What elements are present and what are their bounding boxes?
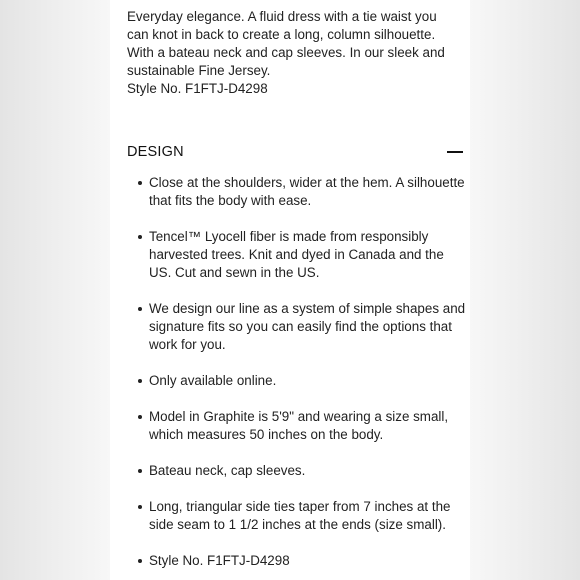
background-right: [470, 0, 580, 580]
design-bullet: Model in Graphite is 5'9" and wearing a size small, which measures 50 inches on the body.: [149, 408, 467, 444]
design-bullet: We design our line as a system of simple shapes and signature fits so you can easily find the options that work for you.: [149, 301, 466, 352]
design-bullet-list: [149, 174, 467, 580]
design-section-title: DESIGN: [127, 144, 184, 160]
design-bullet: Only available online.: [149, 372, 467, 390]
background-left: [0, 0, 110, 580]
style-number: Style No. F1FTJ-D4298: [127, 81, 268, 96]
design-bullet: Tencel™ Lyocell fiber is made from responsibly harvested trees. Knit and dyed in Canada and the US. Cut and sewn in the US.: [149, 228, 467, 282]
minus-icon[interactable]: [447, 151, 463, 153]
design-bullet: Long, triangular side ties taper from 7 inches at the side seam to 1 1/2 inches at the ends (size small).: [149, 498, 467, 534]
design-bullet: Bateau neck, cap sleeves.: [149, 462, 467, 480]
design-section-header[interactable]: [127, 142, 463, 162]
design-bullet: Close at the shoulders, wider at the hem. A silhouette that fits the body with ease.: [149, 174, 467, 210]
product-description-block: [127, 8, 457, 98]
product-description: Everyday elegance. A fluid dress with a tie waist you can knot in back to create a long, column silhouette. With a bateau neck and cap sleeves. In our sleek and sustainable Fine Jersey.: [127, 9, 445, 78]
design-bullet: Style No. F1FTJ-D4298: [149, 552, 467, 570]
product-details-panel: [110, 0, 470, 580]
